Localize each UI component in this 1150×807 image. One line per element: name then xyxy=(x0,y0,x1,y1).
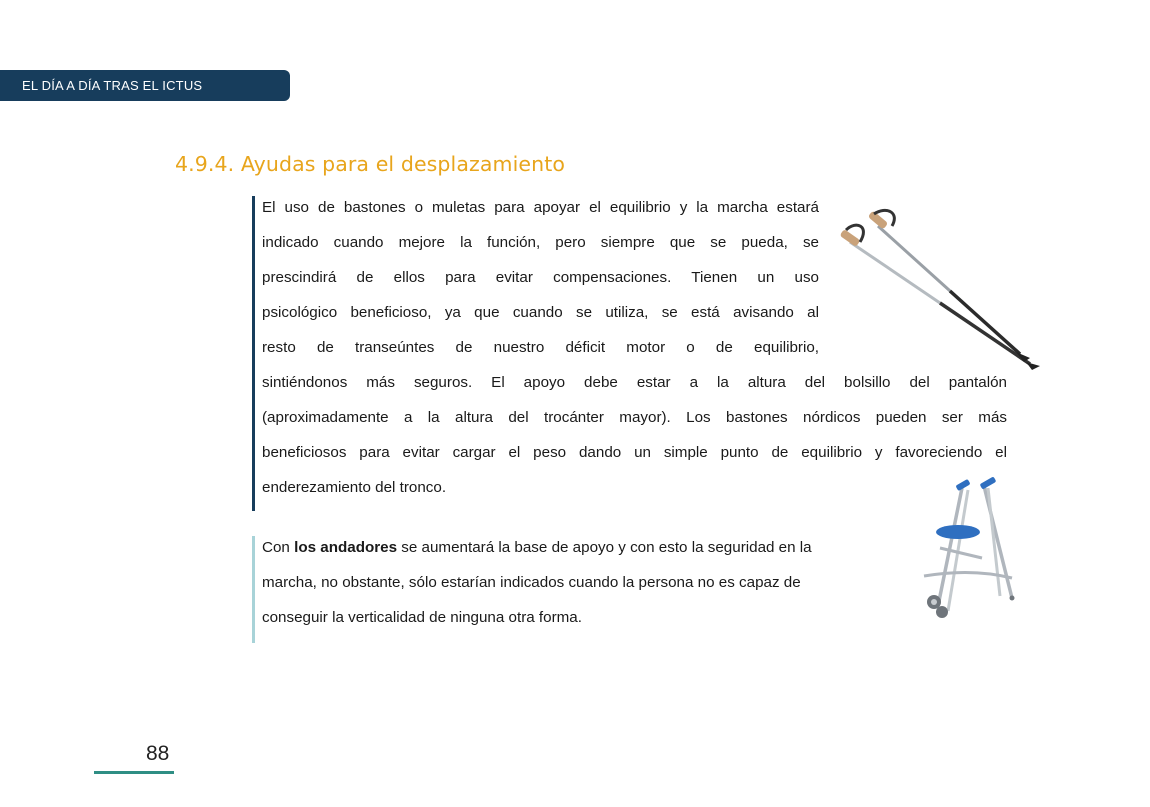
section-title: 4.9.4. Ayudas para el desplazamiento xyxy=(175,152,565,176)
text-line: enderezamiento del tronco. xyxy=(262,479,447,496)
text-line: resto de transeúntes de nuestro déficit motor o de equilibrio, xyxy=(262,339,819,356)
paragraph-walkers xyxy=(262,530,879,635)
text-line: (aproximadamente a la altura del trocánter mayor). Los bastones nórdicos pueden ser más xyxy=(262,409,1007,426)
paragraph-accent-bar-light xyxy=(252,536,255,643)
text-fragment: Con xyxy=(262,539,295,556)
paragraph-accent-bar xyxy=(252,196,255,511)
header-band xyxy=(0,70,290,101)
text-line: sintiéndonos más seguros. El apoyo debe estar a la altura del bolsillo del pantalón xyxy=(262,374,1007,391)
text-line: indicado cuando mejore la función, pero siempre que se pueda, se xyxy=(262,234,819,251)
text-line: El uso de bastones o muletas para apoyar el equilibrio y la marcha estará xyxy=(262,199,819,216)
walker-image xyxy=(912,476,1024,626)
text-line: beneficiosos para evitar cargar el peso dando un simple punto de equilibrio y favoreciendo el xyxy=(262,444,1007,461)
bold-term: los andadores xyxy=(294,539,398,556)
text-line: marcha, no obstante, sólo estarían indicados cuando la persona no es capaz de xyxy=(262,574,801,591)
text-line: prescindirá de ellos para evitar compensaciones. Tienen un uso xyxy=(262,269,819,286)
text-line xyxy=(262,530,879,565)
text-fragment: se aumentará la base de apoyo y con esto la seguridad en la xyxy=(397,539,812,556)
page-number: 88 xyxy=(146,742,170,765)
paragraph-crutches-top xyxy=(262,190,819,365)
text-line: psicológico beneficioso, ya que cuando se utiliza, se está avisando al xyxy=(262,304,819,321)
page-number-underline xyxy=(94,771,174,774)
paragraph-crutches-bottom xyxy=(262,365,1007,505)
text-line: conseguir la verticalidad de ninguna otra forma. xyxy=(262,609,582,626)
walking-poles-image xyxy=(830,206,1045,371)
header-title: EL DÍA A DÍA TRAS EL ICTUS xyxy=(22,78,203,93)
